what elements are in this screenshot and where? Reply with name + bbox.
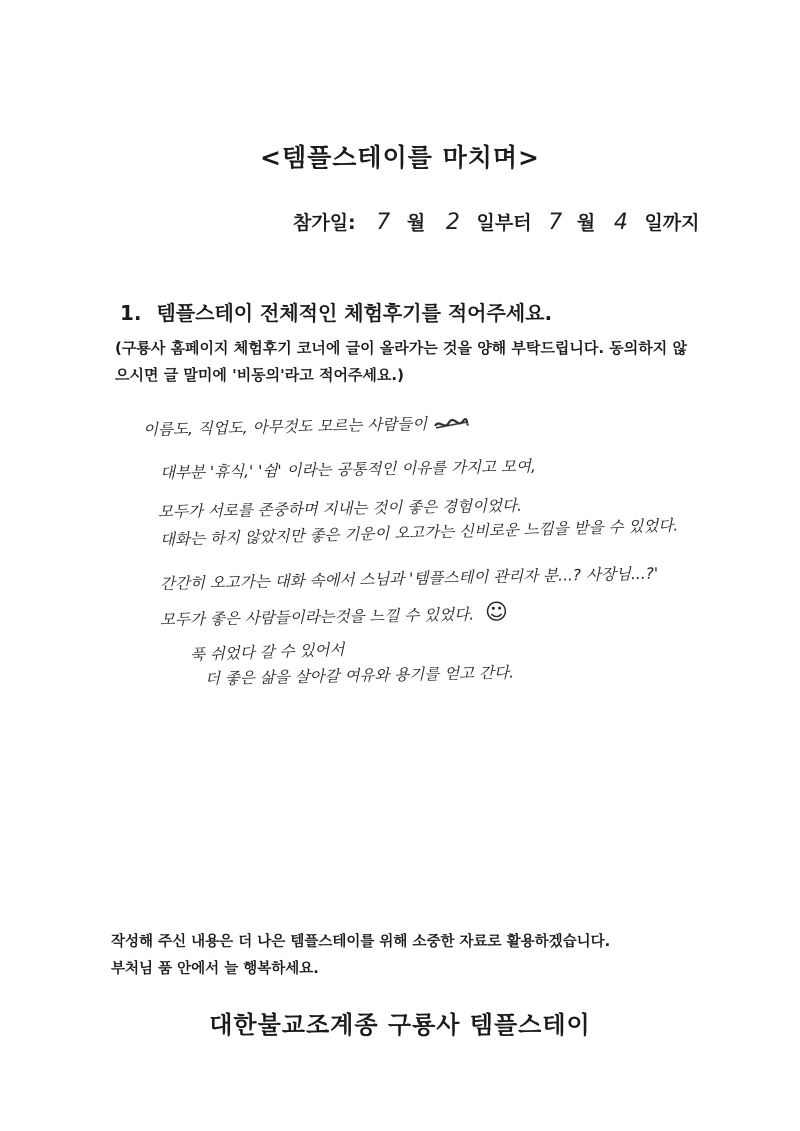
month-unit-1: 월: [406, 212, 426, 234]
question-number: 1.: [120, 301, 142, 325]
handwritten-line-text: 이름도, 직업도, 아무것도 모르는 사람들이: [142, 415, 428, 439]
handwritten-line: [143, 411, 470, 440]
end-month: 7: [548, 210, 563, 235]
day-from-label: 일부터: [476, 212, 532, 234]
consent-note: (구룡사 홈페이지 체험후기 코너에 글이 올라가는 것을 양해 부탁드립니다. 동의하지 않으시면 글 말미에 '비동의'라고 적어주세요.): [115, 339, 687, 384]
handwritten-line: 대부분 '휴식,' '쉼' 이라는 공통적인 이유를 가지고 모여,: [159, 457, 536, 482]
month-unit-2: 월: [576, 212, 596, 234]
handwritten-line: 푹 쉬었다 갈 수 있어서: [189, 640, 345, 664]
page-title: <템플스테이를 마치며>: [260, 143, 540, 172]
handwritten-line: 더 좋은 삶을 살아갈 여유와 용기를 얻고 간다.: [204, 663, 515, 688]
start-day: 2: [445, 210, 460, 235]
question-text: 템플스테이 전체적인 체험후기를 적어주세요.: [156, 301, 553, 325]
end-day: 4: [613, 210, 628, 235]
organization-name: 대한불교조계종 구룡사 템플스테이: [209, 1011, 591, 1039]
period-label: 참가일:: [293, 212, 356, 234]
handwritten-line: [160, 600, 508, 631]
handwritten-line: 간간히 오고가는 대화 속에서 스님과 '템플스테이 관리자 분...? 사장님...?': [159, 564, 659, 593]
handwritten-line-text: 모두가 좋은 사람들이라는것을 느낄 수 있었다.: [159, 605, 475, 629]
footer-blessing: 부처님 품 안에서 늘 행복하세요.: [111, 961, 319, 977]
scribble-mark: [432, 416, 470, 433]
smiley-icon: ☺: [484, 599, 509, 626]
footer-thanks: 작성해 주신 내용은 더 나은 템플스테이를 위해 소중한 자료로 활용하겠습니다.: [111, 934, 611, 950]
handwritten-line: 모두가 서로를 존중하며 지내는 것이 좋은 경험이었다.: [157, 496, 523, 521]
participation-period: [293, 208, 700, 235]
question-1: [120, 297, 552, 326]
day-until-label: 일까지: [644, 212, 700, 234]
handwritten-line: 대화는 하지 않았지만 좋은 기운이 오고가는 신비로운 느낌을 받을 수 있었다.: [159, 516, 679, 549]
start-month: 7: [376, 210, 391, 235]
